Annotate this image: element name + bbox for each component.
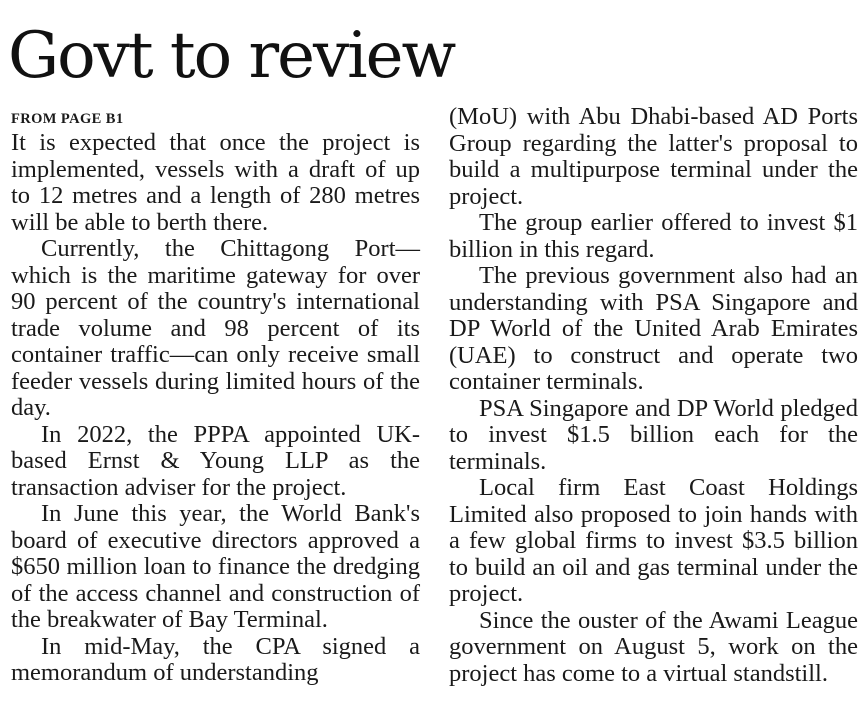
paragraph: PSA Singapore and DP World pledged to invest $1.5 billion each for the terminals. bbox=[449, 394, 858, 475]
paragraph: In 2022, the PPPA appointed UK-based Ernst & Young LLP as the transaction adviser for the project. bbox=[11, 420, 420, 501]
paragraph: (MoU) with Abu Dhabi-based AD Ports Group regarding the latter's proposal to build a multipurpose terminal under the project. bbox=[449, 103, 858, 210]
paragraph: It is expected that once the project is implemented, vessels with a draft of up to 12 metres and a length of 280 metres will be able to berth there. bbox=[11, 129, 420, 236]
paragraph: In June this year, the World Bank's board of executive directors approved a $650 million loan to finance the dredging of the access channel and construction of the breakwater of Bay Terminal. bbox=[11, 500, 420, 633]
paragraph: Currently, the Chittagong Port—which is the maritime gateway for over 90 percent of the country's international trade volume and 98 percent of its container traffic—can only receive small feeder vessels during limited hours of the day. bbox=[11, 235, 420, 421]
paragraph: The group earlier offered to invest $1 billion in this regard. bbox=[449, 209, 858, 263]
paragraph: Since the ouster of the Awami League government on August 5, work on the project has come to a virtual standstill. bbox=[449, 606, 858, 687]
paragraph: In mid-May, the CPA signed a memorandum of understanding bbox=[11, 632, 420, 686]
article-column-left bbox=[11, 104, 420, 687]
paragraph: The previous government also had an understanding with PSA Singapore and DP World of the United Arab Emirates (UAE) to construct and operate two container terminals. bbox=[449, 262, 858, 395]
article-column-right bbox=[449, 104, 858, 687]
paragraph: Local firm East Coast Holdings Limited also proposed to join hands with a few global firms to invest $3.5 billion to build an oil and gas terminal under the project. bbox=[449, 474, 858, 607]
jump-label: FROM PAGE B1 bbox=[11, 111, 124, 127]
headline: Govt to review bbox=[8, 19, 455, 93]
